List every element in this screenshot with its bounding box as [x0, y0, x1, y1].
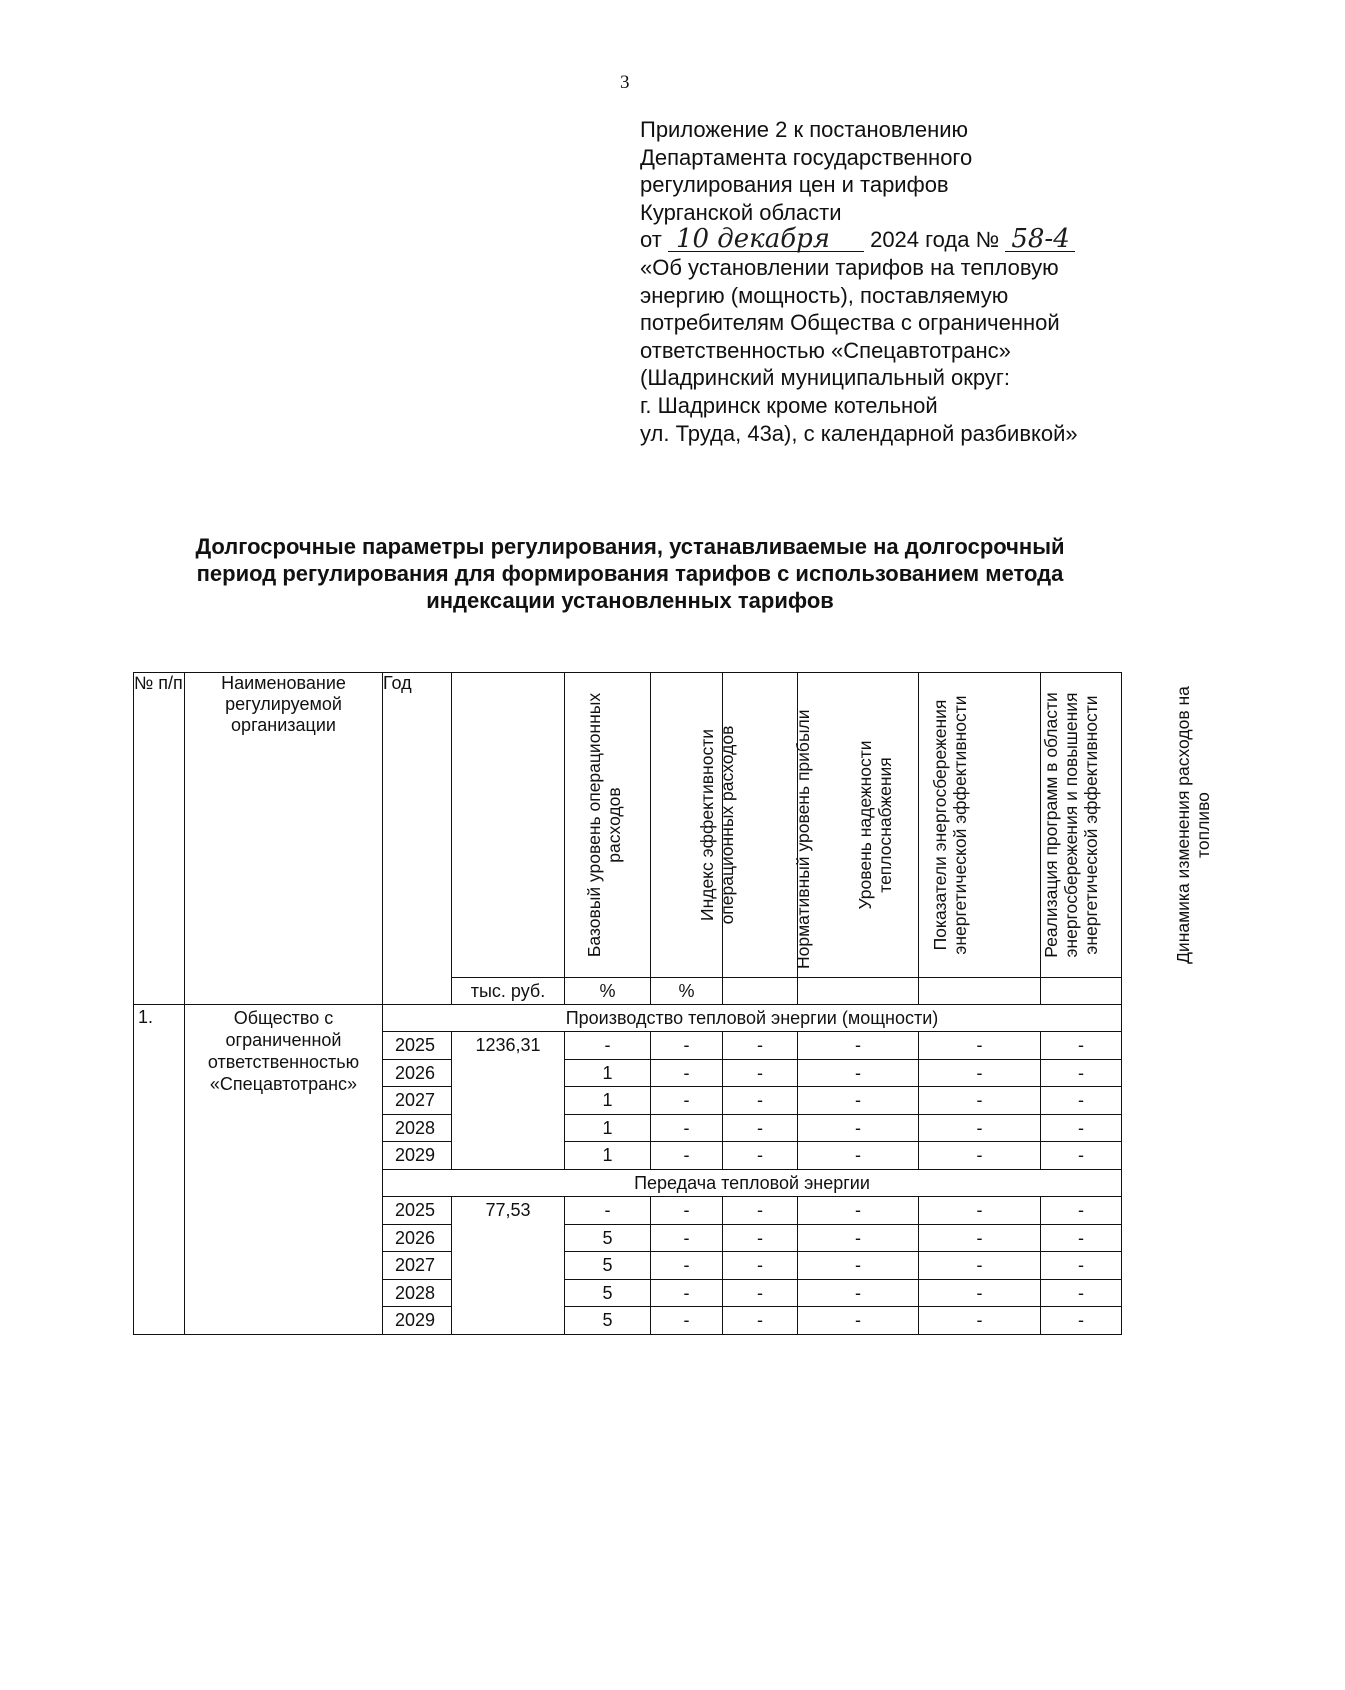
cell-base-level: 77,53 [452, 1196, 565, 1334]
cell-profit: - [651, 1252, 723, 1280]
cell-energy: - [798, 1279, 919, 1307]
header-fuel [1041, 673, 1213, 978]
unit-empty [723, 978, 798, 1005]
parameters-table [133, 672, 1213, 1335]
cell-fuel: - [1041, 1224, 1122, 1252]
header-profit-text: Нормативный уровень прибыли [793, 709, 813, 969]
title-line: индексации установленных тарифов [426, 588, 834, 613]
cell-programs: - [919, 1059, 1041, 1087]
cell-programs: - [919, 1032, 1041, 1060]
cell-fuel: - [1041, 1279, 1122, 1307]
cell-year: 2025 [383, 1032, 452, 1060]
unit-base: тыс. руб. [452, 978, 565, 1005]
handwritten-number: 58-4 [1005, 227, 1075, 252]
cell-year: 2026 [383, 1224, 452, 1252]
cell-reliability: - [723, 1196, 798, 1224]
cell-reliability: - [723, 1032, 798, 1060]
cell-energy: - [798, 1142, 919, 1170]
cell-index: 5 [565, 1307, 651, 1335]
cell-energy: - [798, 1224, 919, 1252]
document-title [120, 533, 1140, 614]
cell-programs: - [919, 1279, 1041, 1307]
cell-energy: - [798, 1114, 919, 1142]
cell-energy: - [798, 1032, 919, 1060]
header-org: Наименование регулируемой организации [185, 673, 383, 1005]
cell-profit: - [651, 1059, 723, 1087]
cell-profit: - [651, 1279, 723, 1307]
cell-profit: - [651, 1224, 723, 1252]
header-row [134, 673, 1122, 978]
appendix-subject-line: (Шадринский муниципальный округ: [640, 365, 1011, 391]
cell-programs: - [919, 1252, 1041, 1280]
cell-year: 2027 [383, 1252, 452, 1280]
cell-fuel: - [1041, 1196, 1122, 1224]
cell-index: 1 [565, 1142, 651, 1170]
cell-year: 2026 [383, 1059, 452, 1087]
row-number: 1. [134, 1005, 185, 1335]
cell-energy: - [798, 1059, 919, 1087]
cell-index: 5 [565, 1279, 651, 1307]
cell-reliability: - [723, 1114, 798, 1142]
cell-profit: - [651, 1087, 723, 1115]
header-num: № п/п [134, 673, 185, 1005]
cell-reliability: - [723, 1252, 798, 1280]
cell-reliability: - [723, 1142, 798, 1170]
unit-profit: % [651, 978, 723, 1005]
cell-base-level: 1236,31 [452, 1032, 565, 1170]
header-efficiency-index-text: Индекс эффективности операционных расходов [697, 725, 737, 925]
cell-index: 1 [565, 1087, 651, 1115]
cell-year: 2025 [383, 1196, 452, 1224]
appendix-date-line [640, 226, 1140, 254]
cell-profit: - [651, 1032, 723, 1060]
appendix-subject-line: потребителям Общества с ограниченной [640, 310, 1060, 336]
section-title: Передача тепловой энергии [383, 1169, 1122, 1196]
cell-programs: - [919, 1224, 1041, 1252]
cell-reliability: - [723, 1307, 798, 1335]
appendix-subject-line: «Об установлении тарифов на тепловую [640, 254, 1059, 280]
cell-profit: - [651, 1142, 723, 1170]
cell-reliability: - [723, 1279, 798, 1307]
cell-reliability: - [723, 1224, 798, 1252]
cell-programs: - [919, 1196, 1041, 1224]
cell-programs: - [919, 1087, 1041, 1115]
header-base-level [452, 673, 624, 978]
title-line: Долгосрочные параметры регулирования, устанавливаемые на долгосрочный [195, 534, 1065, 559]
section-header-row [134, 1005, 1122, 1032]
cell-fuel: - [1041, 1142, 1122, 1170]
section-title: Производство тепловой энергии (мощности) [383, 1005, 1122, 1032]
date-year: 2024 года № [870, 227, 1000, 253]
organization-name: Общество с ограниченной ответственностью «Спецавтотранс» [185, 1005, 383, 1335]
cell-year: 2027 [383, 1087, 452, 1115]
appendix-line: регулирования цен и тарифов [640, 172, 949, 198]
header-programs-text: Реализация программ в области энергосбережения и повышения энергетической эффективности [1041, 692, 1101, 958]
cell-fuel: - [1041, 1087, 1122, 1115]
cell-index: 1 [565, 1114, 651, 1142]
cell-year: 2029 [383, 1142, 452, 1170]
header-energy-indicators-text: Показатели энергосбережения энергетической эффективности [930, 695, 970, 955]
cell-fuel: - [1041, 1307, 1122, 1335]
header-base-level-text: Базовый уровень операционных расходов [584, 692, 624, 958]
cell-index: 5 [565, 1252, 651, 1280]
cell-profit: - [651, 1114, 723, 1142]
cell-year: 2028 [383, 1279, 452, 1307]
cell-reliability: - [723, 1087, 798, 1115]
cell-fuel: - [1041, 1114, 1122, 1142]
appendix-subject-line: энергию (мощность), поставляемую [640, 282, 1009, 308]
appendix-block [640, 116, 1140, 447]
cell-programs: - [919, 1142, 1041, 1170]
cell-fuel: - [1041, 1252, 1122, 1280]
cell-fuel: - [1041, 1059, 1122, 1087]
cell-index: 5 [565, 1224, 651, 1252]
header-profit [651, 673, 813, 978]
cell-energy: - [798, 1196, 919, 1224]
cell-programs: - [919, 1307, 1041, 1335]
page-number: 3 [620, 72, 630, 93]
unit-empty [919, 978, 1041, 1005]
cell-index: 1 [565, 1059, 651, 1087]
header-programs [919, 673, 1101, 978]
appendix-subject-line: г. Шадринск кроме котельной [640, 392, 938, 418]
header-year: Год [383, 673, 452, 1005]
handwritten-date: 10 декабря [668, 227, 864, 252]
appendix-line: Курганской области [640, 199, 842, 225]
appendix-line: Департамента государственного [640, 144, 973, 170]
cell-index: - [565, 1032, 651, 1060]
header-efficiency-index [565, 673, 737, 978]
header-fuel-text: Динамика изменения расходов на топливо [1173, 686, 1213, 964]
appendix-line: Приложение 2 к постановлению [640, 117, 969, 142]
cell-energy: - [798, 1252, 919, 1280]
unit-index: % [565, 978, 651, 1005]
cell-programs: - [919, 1114, 1041, 1142]
date-prefix: от [640, 227, 662, 253]
header-reliability-text: Уровень надежности теплоснабжения [855, 740, 895, 910]
unit-empty [1041, 978, 1122, 1005]
appendix-subject-line: ответственностью «Спецавтотранс» [640, 337, 1011, 363]
cell-profit: - [651, 1196, 723, 1224]
cell-energy: - [798, 1307, 919, 1335]
cell-year: 2028 [383, 1114, 452, 1142]
cell-energy: - [798, 1087, 919, 1115]
cell-index: - [565, 1196, 651, 1224]
cell-year: 2029 [383, 1307, 452, 1335]
header-energy-indicators [798, 673, 970, 978]
cell-reliability: - [723, 1059, 798, 1087]
appendix-subject-line: ул. Труда, 43а), с календарной разбивкой» [640, 420, 1078, 446]
cell-profit: - [651, 1307, 723, 1335]
title-line: период регулирования для формирования тарифов с использованием метода [196, 561, 1064, 586]
unit-empty [798, 978, 919, 1005]
cell-fuel: - [1041, 1032, 1122, 1060]
